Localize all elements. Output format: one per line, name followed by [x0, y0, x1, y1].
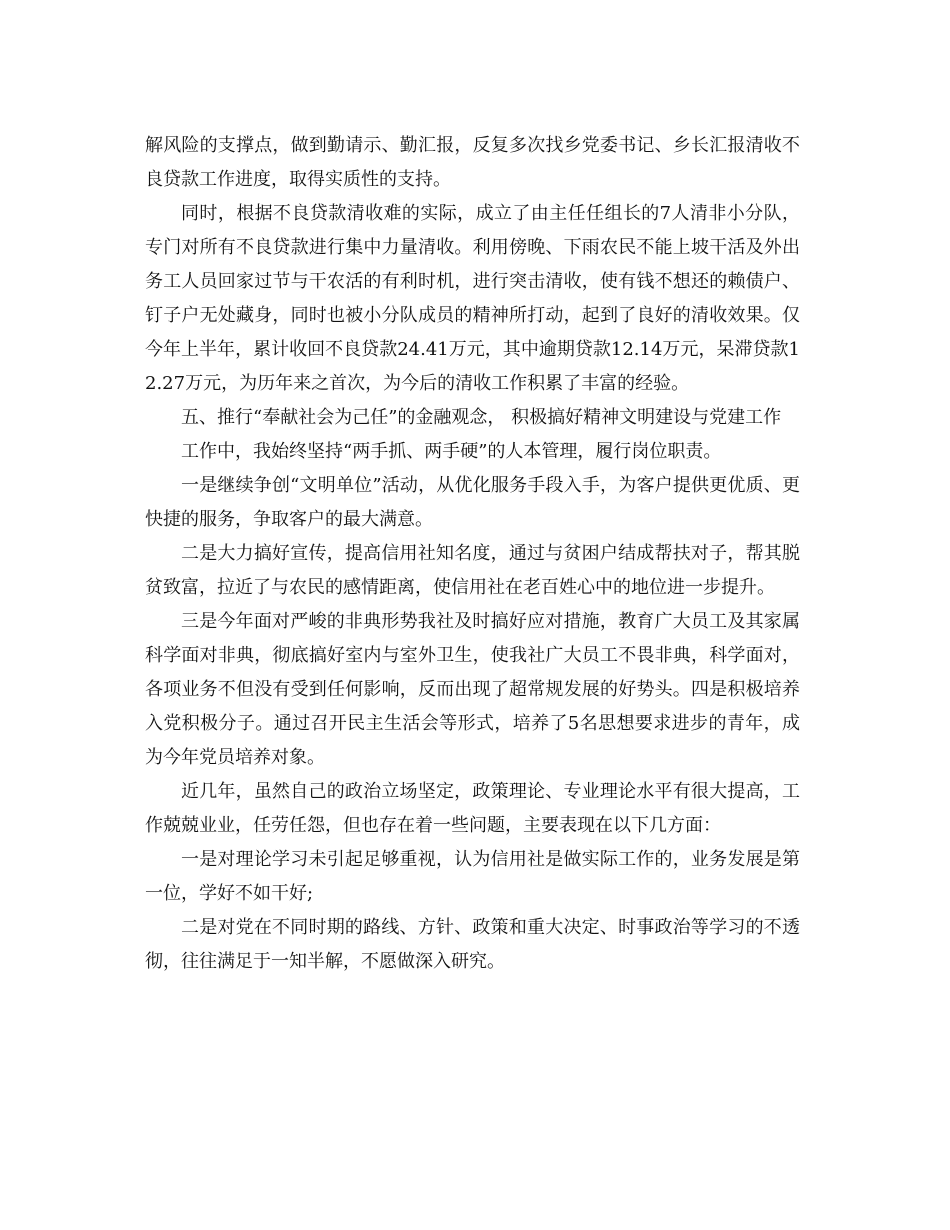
- paragraph-problem-two: 二是对党在不同时期的路线、方针、政策和重大决定、时事政治等学习的不透彻，往往满足于一知半解，不愿做深入研究。: [145, 917, 800, 972]
- paragraph-point-one: 一是继续争创“文明单位”活动，从优化服务手段入手，为客户提供更优质、更快捷的服务，争取客户的最大满意。: [145, 475, 800, 530]
- paragraph-point-three-four: 三是今年面对严峻的非典形势我社及时搞好应对措施，教育广大员工及其家属科学面对非典，彻底搞好室内与室外卫生，使我社广大员工不畏非典，科学面对，各项业务不但没有受到任何影响，反而出现了超常规发展的好势头。四是积极培养入党积极分子。通过召开民主生活会等形式，培养了5名思想要求进步的青年，成为今年党员培养对象。: [145, 611, 800, 768]
- paragraph-problems-intro: 近几年，虽然自己的政治立场坚定，政策理论、专业理论水平有很大提高，工作兢兢业业，任劳任怨，但也存在着一些问题，主要表现在以下几方面：: [145, 781, 800, 836]
- paragraph-point-two: 二是大力搞好宣传，提高信用社知名度，通过与贫困户结成帮扶对子，帮其脱贫致富，拉近了与农民的感情距离，使信用社在老百姓心中的地位进一步提升。: [145, 543, 800, 598]
- paragraph-work-principle: 工作中，我始终坚持“两手抓、两手硬”的人本管理，履行岗位职责。: [181, 441, 722, 462]
- paragraph-continuation: 解风险的支撑点，做到勤请示、勤汇报，反复多次找乡党委书记、乡长汇报清收不良贷款工作进度，取得实质性的支持。: [145, 135, 800, 190]
- paragraph-cleanup-team: 同时，根据不良贷款清收难的实际，成立了由主任任组长的7人清非小分队，专门对所有不良贷款进行集中力量清收。利用傍晚、下雨农民不能上坡干活及外出务工人员回家过节与干农活的有利时机，进行突击清收，使有钱不想还的赖债户、钉子户无处藏身，同时也被小分队成员的精神所打动，起到了良好的清收效果。仅今年上半年，累计收回不良贷款24.41万元，其中逾期贷款12.14万元，呆滞贷款12.27万元，为历年来之首次，为今后的清收工作积累了丰富的经验。: [145, 203, 800, 394]
- section-heading-five: 五、推行“奉献社会为己任”的金融观念， 积极搞好精神文明建设与党建工作: [181, 407, 782, 428]
- document-body: [145, 129, 800, 979]
- paragraph-problem-one: 一是对理论学习未引起足够重视，认为信用社是做实际工作的，业务发展是第一位，学好不如干好;: [145, 849, 800, 904]
